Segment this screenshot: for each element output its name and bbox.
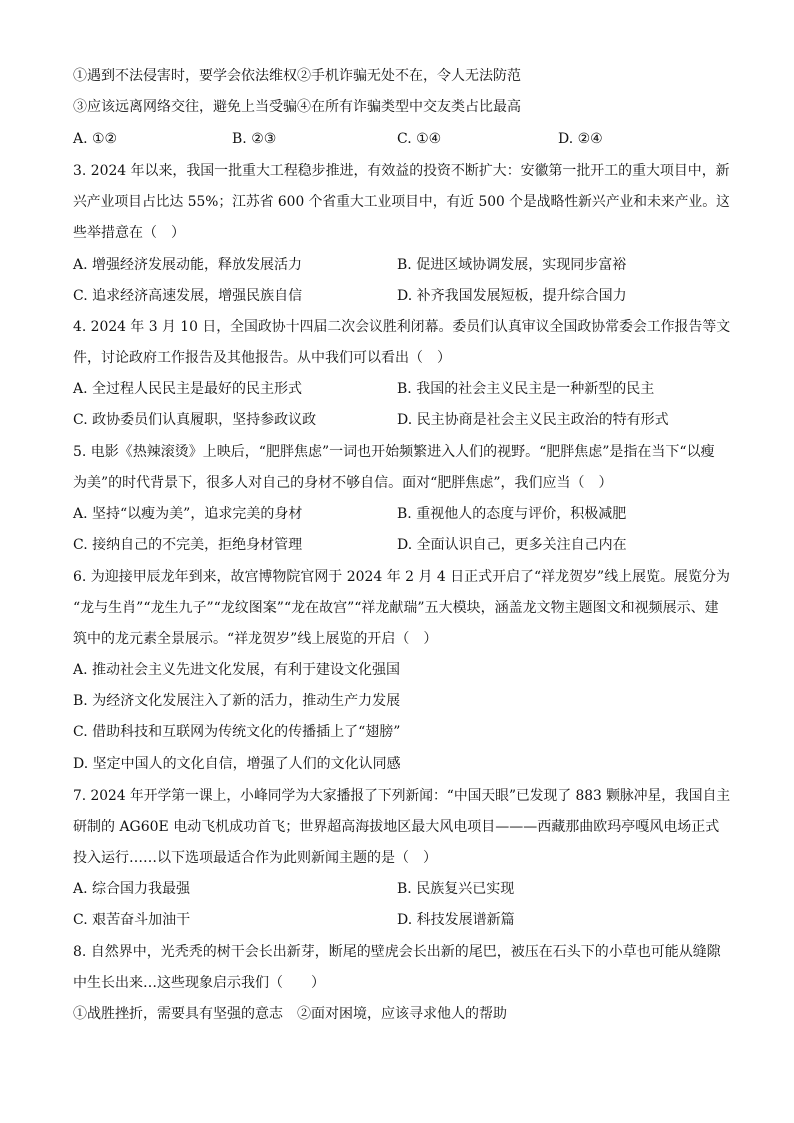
q7-stem-line-3: 投入运行……以下选项最适合作为此则新闻主题的是（ ） (73, 850, 437, 866)
q2-statement-1: ①遇到不法侵害时，要学会依法维权②手机诈骗无处不在，令人无法防范 (73, 68, 521, 84)
q4-stem-line-2: 件，讨论政府工作报告及其他报告。从中我们可以看出（ ） (73, 350, 451, 366)
q5-option-c[interactable]: C. 接纳自己的不完美，拒绝身材管理 (73, 537, 303, 553)
q4-stem-line-1: 4. 2024 年 3 月 10 日，全国政协十四届二次会议胜利闭幕。委员们认真审议全国政协常委会工作报告等文 (73, 319, 731, 335)
q2-statement-2: ③应该远离网络交往，避免上当受骗④在所有诈骗类型中交友类占比最高 (73, 99, 521, 115)
q8-stem-line-2: 中生长出来…这些现象启示我们（ ） (73, 975, 325, 991)
q4-option-b[interactable]: B. 我国的社会主义民主是一种新型的民主 (397, 381, 655, 397)
q8-statement: ①战胜挫折，需要具有坚强的意志 ②面对困境，应该寻求他人的帮助 (73, 1006, 507, 1022)
q7-option-a[interactable]: A. 综合国力我最强 (73, 881, 191, 897)
q4-option-a[interactable]: A. 全过程人民民主是最好的民主形式 (73, 381, 303, 397)
q5-stem-line-2: 为美”的时代背景下，很多人对自己的身材不够自信。面对“肥胖焦虑”，我们应当（ ） (73, 475, 613, 491)
q3-option-a[interactable]: A. 增强经济发展动能，释放发展活力 (73, 257, 303, 273)
q6-option-c[interactable]: C. 借助科技和互联网为传统文化的传播插上了“翅膀” (73, 724, 401, 740)
q6-option-b[interactable]: B. 为经济文化发展注入了新的活力，推动生产力发展 (73, 693, 401, 709)
q5-stem-line-1: 5. 电影《热辣滚烫》上映后，“肥胖焦虑”一词也开始频繁进入人们的视野。“肥胖焦虑”是指在当下“以瘦 (73, 444, 715, 460)
q3-stem-line-2: 兴产业项目占比达 55%；江苏省 600 个省重大工业项目中，有近 500 个是战略性新兴产业和未来产业。这 (73, 194, 730, 210)
q7-stem-line-2: 研制的 AG60E 电动飞机成功首飞；世界超高海拔地区最大风电项目———西藏那曲欧玛亭嘎风电场正式 (73, 819, 720, 835)
q2-option-d[interactable]: D. ②④ (558, 131, 603, 147)
q5-option-d[interactable]: D. 全面认识自己，更多关注自己内在 (397, 537, 627, 553)
q4-option-d[interactable]: D. 民主协商是社会主义民主政治的特有形式 (397, 412, 669, 428)
q7-option-c[interactable]: C. 艰苦奋斗加油干 (73, 912, 191, 928)
q6-option-a[interactable]: A. 推动社会主义先进文化发展，有利于建设文化强国 (73, 662, 401, 678)
q8-stem-line-1: 8. 自然界中，光秃秃的树干会长出新芽，断尾的壁虎会长出新的尾巴，被压在石头下的小草也可能从缝隙 (73, 944, 721, 960)
q4-option-c[interactable]: C. 政协委员们认真履职，坚持参政议政 (73, 412, 317, 428)
q3-option-b[interactable]: B. 促进区域协调发展，实现同步富裕 (397, 257, 627, 273)
q3-option-d[interactable]: D. 补齐我国发展短板，提升综合国力 (397, 288, 627, 304)
q6-stem-line-3: 筑中的龙元素全景展示。“祥龙贺岁”线上展览的开启（ ） (73, 631, 438, 647)
q7-option-b[interactable]: B. 民族复兴已实现 (397, 881, 515, 897)
q6-stem-line-1: 6. 为迎接甲辰龙年到来，故宫博物院官网于 2024 年 2 月 4 日正式开启了“祥龙贺岁”线上展览。展览分为 (73, 569, 730, 585)
q5-option-b[interactable]: B. 重视他人的态度与评价，积极减肥 (397, 506, 627, 522)
q3-stem-line-1: 3. 2024 年以来，我国一批重大工程稳步推进，有效益的投资不断扩大：安徽第一批开工的重大项目中，新 (73, 163, 730, 179)
q3-option-c[interactable]: C. 追求经济高速发展，增强民族自信 (73, 288, 303, 304)
q6-option-d[interactable]: D. 坚定中国人的文化自信，增强了人们的文化认同感 (73, 756, 401, 772)
q5-option-a[interactable]: A. 坚持“以瘦为美”，追求完美的身材 (73, 506, 303, 522)
q6-stem-line-2: “龙与生肖”“龙生九子”“龙纹图案”“龙在故宫”“祥龙献瑞”五大模块，涵盖龙文物主题图文和视频展示、建 (73, 600, 719, 616)
q2-option-b[interactable]: B. ②③ (232, 131, 277, 147)
q2-option-a[interactable]: A. ①② (73, 131, 118, 147)
q2-option-c[interactable]: C. ①④ (397, 131, 442, 147)
q3-stem-line-3: 些举措意在（ ） (73, 225, 185, 241)
q7-option-d[interactable]: D. 科技发展谱新篇 (397, 912, 515, 928)
q7-stem-line-1: 7. 2024 年开学第一课上，小峰同学为大家播报了下列新闻：“中国天眼”已发现了 883 颗脉冲星，我国自主 (73, 788, 731, 804)
